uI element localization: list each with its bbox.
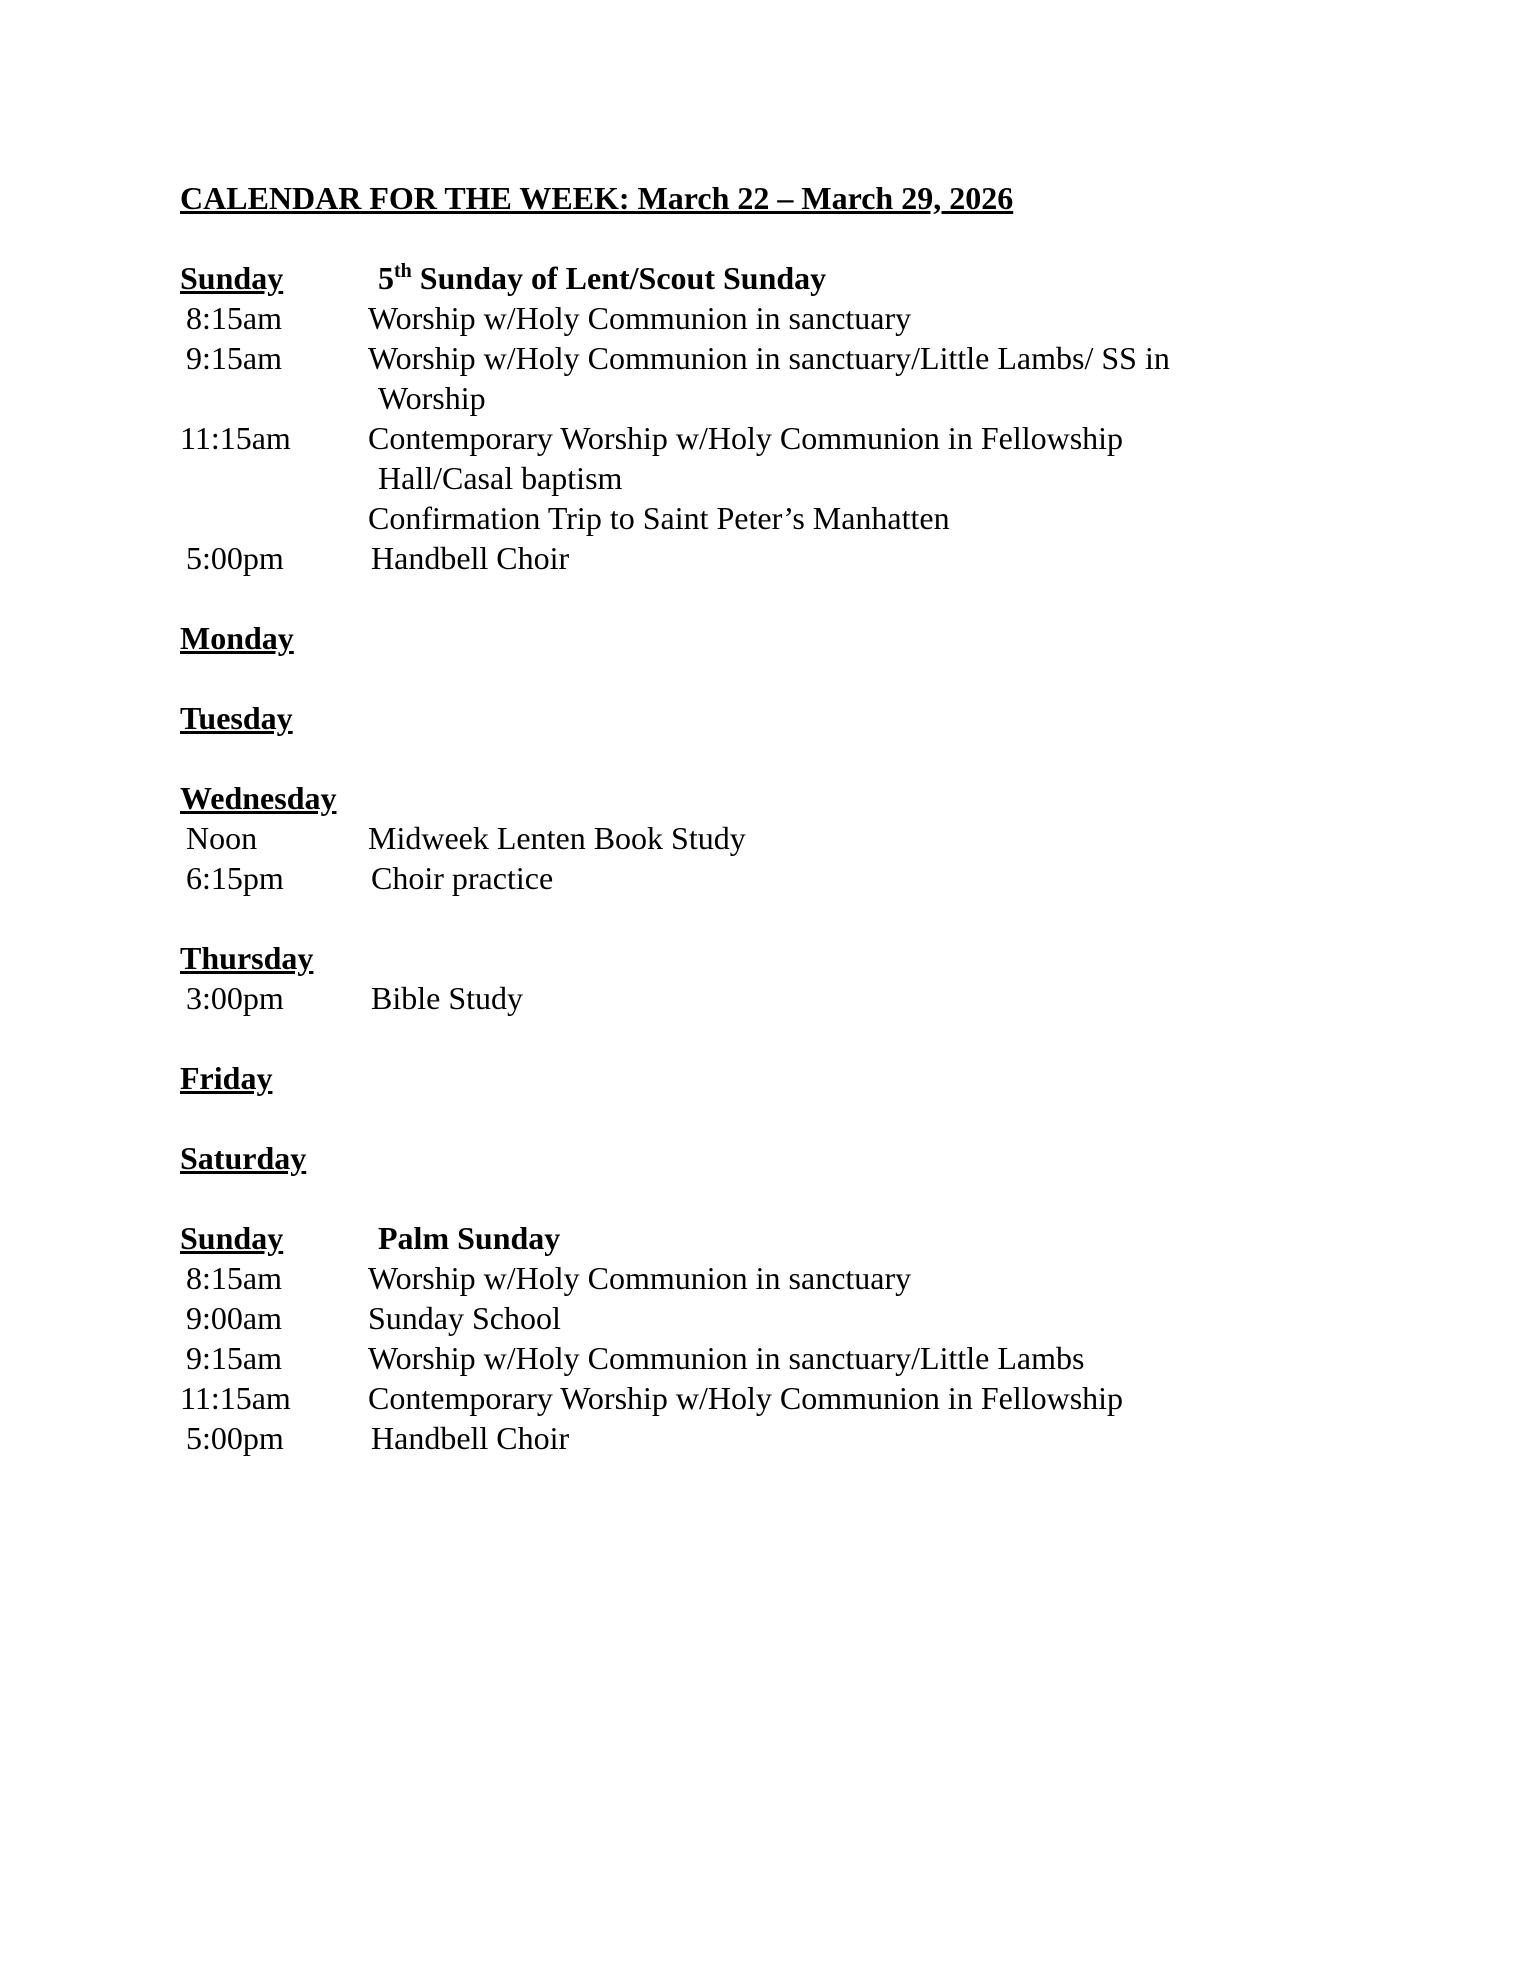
event-description-line: Worship w/Holy Communion in sanctuary/Little Lambs/ SS in xyxy=(368,340,1170,376)
day-header xyxy=(180,1218,1380,1258)
event-row xyxy=(180,818,1380,858)
event-row xyxy=(180,1418,1380,1458)
event-description: Handbell Choir xyxy=(371,1420,570,1456)
event-description-line: Contemporary Worship w/Holy Communion in Fellowship xyxy=(368,420,1124,456)
event-time: Noon xyxy=(186,820,258,856)
event-time: 11:15am xyxy=(180,420,291,456)
event-row xyxy=(180,978,1380,1018)
event-description: Confirmation Trip to Saint Peter’s Manhatten xyxy=(368,500,950,536)
calendar-title: CALENDAR FOR THE WEEK: March 22 – March 29, 2026 xyxy=(180,180,1014,216)
event-description: Contemporary Worship w/Holy Communion in Fellowship xyxy=(368,1380,1124,1416)
day-thursday xyxy=(180,938,1380,1018)
event-row xyxy=(180,298,1380,338)
event-time: 9:00am xyxy=(186,1300,282,1336)
event-time: 9:15am xyxy=(186,1340,282,1376)
day-theme: 5th Sunday of Lent/Scout Sunday xyxy=(378,260,827,296)
event-time: 8:15am xyxy=(186,1260,282,1296)
event-row xyxy=(180,1378,1380,1418)
event-row xyxy=(180,1298,1380,1338)
day-saturday xyxy=(180,1138,1380,1178)
event-time: 8:15am xyxy=(186,300,282,336)
day-name: Sunday xyxy=(180,260,284,296)
event-description: Choir practice xyxy=(371,860,554,896)
event-row xyxy=(180,538,1380,578)
day-sunday-2 xyxy=(180,1218,1380,1458)
day-header xyxy=(180,1138,1380,1178)
day-header xyxy=(180,618,1380,658)
event-row xyxy=(180,1338,1380,1378)
event-row xyxy=(180,858,1380,898)
event-description-continuation: Worship xyxy=(378,380,486,416)
event-description: Worship w/Holy Communion in sanctuary xyxy=(368,300,912,336)
day-friday xyxy=(180,1058,1380,1098)
event-description: Handbell Choir xyxy=(371,540,570,576)
event-time: 5:00pm xyxy=(186,540,284,576)
event-row xyxy=(180,1258,1380,1298)
event-description-continuation: Hall/Casal baptism xyxy=(378,460,623,496)
event-description: Worship w/Holy Communion in sanctuary xyxy=(368,1260,912,1296)
day-header xyxy=(180,778,1380,818)
day-name: Tuesday xyxy=(180,700,293,736)
day-name: Monday xyxy=(180,620,294,656)
event-description: Bible Study xyxy=(371,980,524,1016)
day-header xyxy=(180,258,1380,298)
event-description: Midweek Lenten Book Study xyxy=(368,820,746,856)
day-header xyxy=(180,1058,1380,1098)
event-time: 6:15pm xyxy=(186,860,284,896)
day-tuesday xyxy=(180,698,1380,738)
day-wednesday xyxy=(180,778,1380,898)
event-time: 9:15am xyxy=(186,340,282,376)
day-theme: Palm Sunday xyxy=(378,1220,561,1256)
calendar-page xyxy=(180,178,1380,1498)
day-name: Friday xyxy=(180,1060,273,1096)
event-description: Sunday School xyxy=(368,1300,561,1336)
day-header xyxy=(180,938,1380,978)
event-time: 5:00pm xyxy=(186,1420,284,1456)
event-description xyxy=(368,338,1248,418)
event-time: 11:15am xyxy=(180,1380,291,1416)
event-row xyxy=(180,338,1380,418)
day-monday xyxy=(180,618,1380,658)
day-name: Wednesday xyxy=(180,780,337,816)
event-description: Worship w/Holy Communion in sanctuary/Little Lambs xyxy=(368,1340,1085,1376)
day-name: Saturday xyxy=(180,1140,307,1176)
day-name: Thursday xyxy=(180,940,314,976)
event-row xyxy=(180,498,1380,538)
event-row xyxy=(180,418,1380,498)
event-description xyxy=(368,418,1248,498)
day-name: Sunday xyxy=(180,1220,284,1256)
day-sunday-1 xyxy=(180,258,1380,578)
event-time: 3:00pm xyxy=(186,980,284,1016)
day-header xyxy=(180,698,1380,738)
